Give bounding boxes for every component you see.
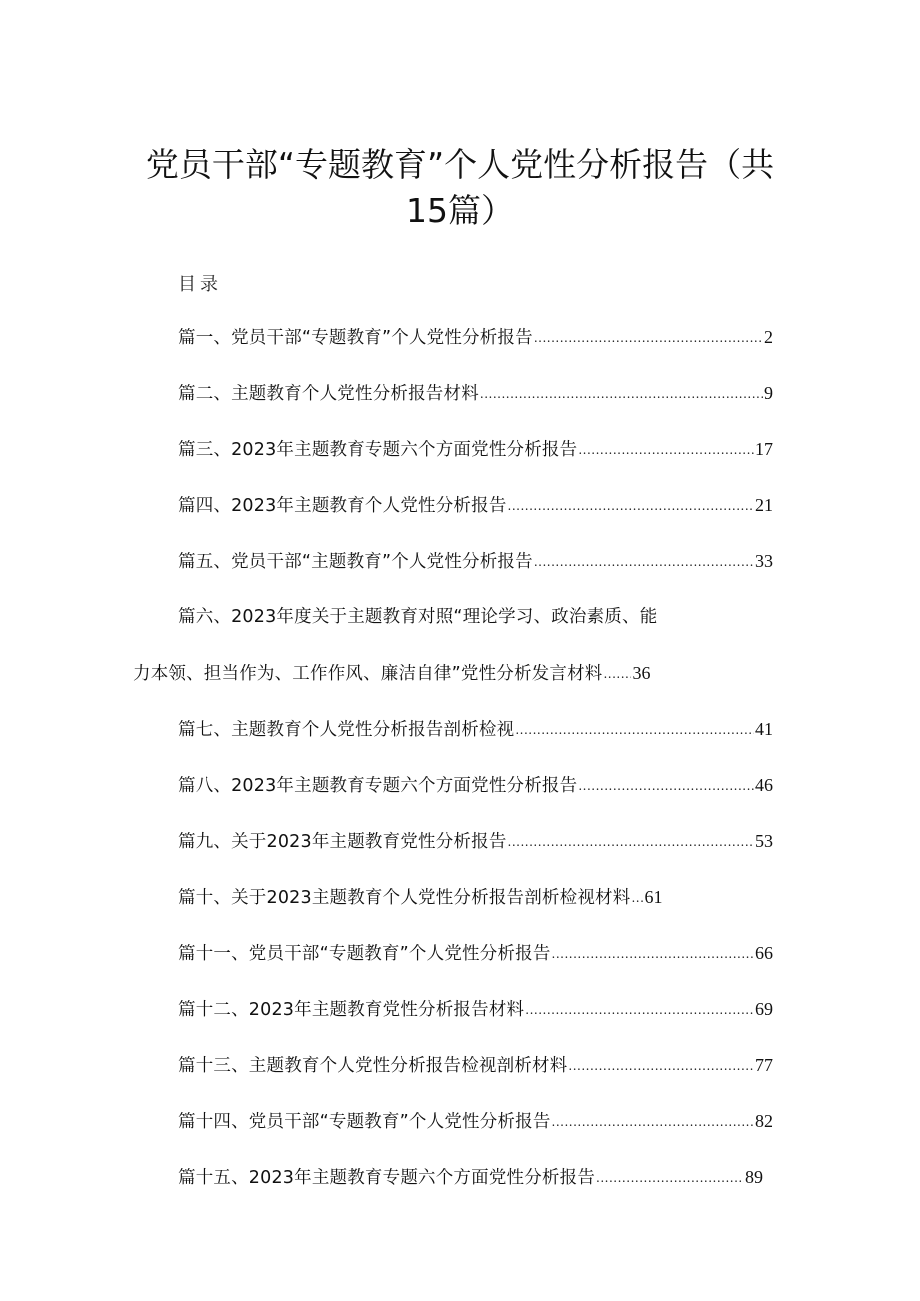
toc-page-number: 89 [745,1167,763,1187]
toc-entry-title: 篇三、2023年主题教育专题六个方面党性分析报告 [178,440,578,460]
toc-page-number: 46 [755,775,773,795]
dot-leader [603,662,631,686]
title-line-2: 15篇） [406,191,514,230]
title-line-1: 党员干部“专题教育”个人党性分析报告（共 [145,145,775,184]
toc-entry-13[interactable] [178,1053,773,1079]
toc-entry-title: 篇五、党员干部“主题教育”个人党性分析报告 [178,552,533,572]
toc-entry-title: 篇一、党员干部“专题教育”个人党性分析报告 [178,328,533,348]
dot-leader [508,830,754,854]
toc-entry-title-continued: 力本领、担当作为、工作作风、廉洁自律”党性分析发言材料 [133,664,603,684]
toc-entry-title: 篇八、2023年主题教育专题六个方面党性分析报告 [178,776,578,796]
toc-entry-1[interactable] [178,325,773,351]
toc-page-number: 33 [755,551,773,571]
toc-page-number: 77 [755,1055,773,1075]
toc-entry-7[interactable] [178,717,773,743]
dot-leader [578,774,754,798]
dot-leader [508,494,754,518]
dot-leader [515,718,754,742]
toc-page-number: 41 [755,719,773,739]
dot-leader [552,1110,754,1134]
toc-entry-6-line-1[interactable] [178,605,738,629]
toc-entry-9[interactable] [178,829,773,855]
toc-entry-title: 篇十、关于2023主题教育个人党性分析报告剖析检视材料 [178,888,631,908]
toc-page-number: 66 [755,943,773,963]
toc-page-number: 82 [755,1111,773,1131]
toc-entry-6-line-2[interactable] [133,661,733,687]
dot-leader [631,886,643,910]
toc-entry-title: 篇十二、2023年主题教育党性分析报告材料 [178,1000,525,1020]
toc-entry-5[interactable] [178,549,773,575]
toc-page-number: 53 [755,831,773,851]
toc-page-number: 36 [632,663,651,683]
dot-leader [568,1054,754,1078]
toc-entry-title: 篇十一、党员干部“专题教育”个人党性分析报告 [178,944,551,964]
toc-entry-title: 篇九、关于2023年主题教育党性分析报告 [178,832,507,852]
toc-entry-title: 篇十四、党员干部“专题教育”个人党性分析报告 [178,1112,551,1132]
toc-entry-title: 篇十三、主题教育个人党性分析报告检视剖析材料 [178,1056,568,1076]
toc-page-number: 2 [764,327,773,347]
toc-page-number: 69 [755,999,773,1019]
dot-leader [480,382,763,406]
dot-leader [578,438,754,462]
toc-entry-3[interactable] [178,437,773,463]
toc-page-number: 9 [764,383,773,403]
toc-entry-4[interactable] [178,493,773,519]
dot-leader [534,326,763,350]
toc-entry-8[interactable] [178,773,773,799]
document-title [130,142,790,234]
toc-entry-title: 篇十五、2023年主题教育专题六个方面党性分析报告 [178,1168,596,1188]
toc-entry-10[interactable] [178,885,773,911]
toc-entry-title: 篇二、主题教育个人党性分析报告材料 [178,384,479,404]
toc-entry-12[interactable] [178,997,773,1023]
toc-page-number: 17 [755,439,773,459]
dot-leader [596,1166,744,1190]
toc-entry-title: 篇四、2023年主题教育个人党性分析报告 [178,496,507,516]
toc-page-number: 61 [644,887,663,907]
toc-entry-title: 篇七、主题教育个人党性分析报告剖析检视 [178,720,515,740]
dot-leader [525,998,754,1022]
toc-entry-14[interactable] [178,1109,773,1135]
toc-entry-15[interactable] [178,1165,763,1191]
toc-entry-2[interactable] [178,381,773,407]
dot-leader [534,550,754,574]
dot-leader [552,942,754,966]
toc-entry-11[interactable] [178,941,773,967]
toc-entry-title: 篇六、2023年度关于主题教育对照“理论学习、政治素质、能 [178,607,658,627]
toc-page-number: 21 [755,495,773,515]
toc-heading: 目录 [178,274,222,295]
